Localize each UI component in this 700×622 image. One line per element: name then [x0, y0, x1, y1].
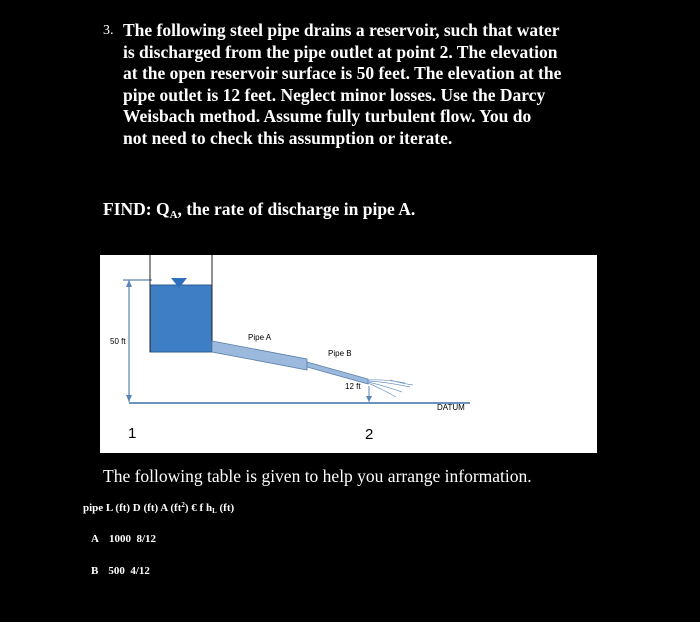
label-50ft: 50 ft — [110, 337, 126, 346]
arrowhead-down-12ft-icon — [366, 396, 372, 402]
find-suffix: , the rate of discharge in pipe A. — [177, 199, 416, 219]
problem-line: at the open reservoir surface is 50 feet. The elevation at the — [123, 63, 562, 83]
table-header-sub: L — [212, 507, 217, 515]
cell-pipe: A — [91, 533, 99, 545]
cell-length: 500 — [108, 565, 125, 577]
discharge-spray-icon — [368, 380, 413, 397]
pipe-a — [212, 341, 307, 370]
problem-statement — [123, 20, 643, 149]
label-point-2: 2 — [365, 426, 374, 443]
label-12ft: 12 ft — [345, 382, 361, 391]
pipe-diagram — [100, 255, 597, 453]
table-row — [91, 533, 156, 545]
arrowhead-up-icon — [126, 280, 132, 287]
find-statement — [103, 199, 415, 221]
cell-length: 1000 — [108, 533, 131, 545]
problem-line: pipe outlet is 12 feet. Neglect minor losses. Use the Darcy — [123, 84, 546, 105]
problem-line: is discharged from the pipe outlet at point 2. The elevation — [123, 41, 558, 62]
problem-line: not need to check this assumption or iterate. — [123, 127, 453, 148]
label-pipe-b: Pipe B — [328, 349, 352, 358]
cell-diameter: 4/12 — [130, 565, 150, 577]
table-header-part: pipe L (ft) D (ft) A (ft — [83, 502, 182, 514]
find-prefix: FIND: Q — [103, 199, 170, 219]
reservoir — [150, 285, 212, 352]
cell-pipe: B — [91, 565, 99, 577]
label-datum: DATUM — [437, 403, 465, 412]
pipe-diagram-svg — [100, 255, 597, 453]
problem-number: 3. — [103, 23, 114, 38]
label-pipe-a: Pipe A — [248, 333, 272, 342]
find-subscript: A — [169, 209, 178, 221]
problem-line: Weisbach method. Assume fully turbulent flow. You do — [123, 106, 532, 126]
table-header-part: (ft) — [216, 502, 235, 514]
table-header-part: ) € f h — [184, 502, 213, 514]
label-point-1: 1 — [128, 425, 137, 442]
cell-diameter: 8/12 — [136, 533, 157, 545]
table-row — [91, 565, 150, 577]
table-header — [83, 501, 234, 515]
problem-line: The following steel pipe drains a reservoir, such that water — [123, 20, 560, 40]
table-intro: The following table is given to help you arrange information. — [103, 466, 532, 486]
arrowhead-down-icon — [126, 395, 132, 402]
table-header-sup: 2 — [181, 501, 185, 509]
pipe-b — [307, 362, 368, 384]
